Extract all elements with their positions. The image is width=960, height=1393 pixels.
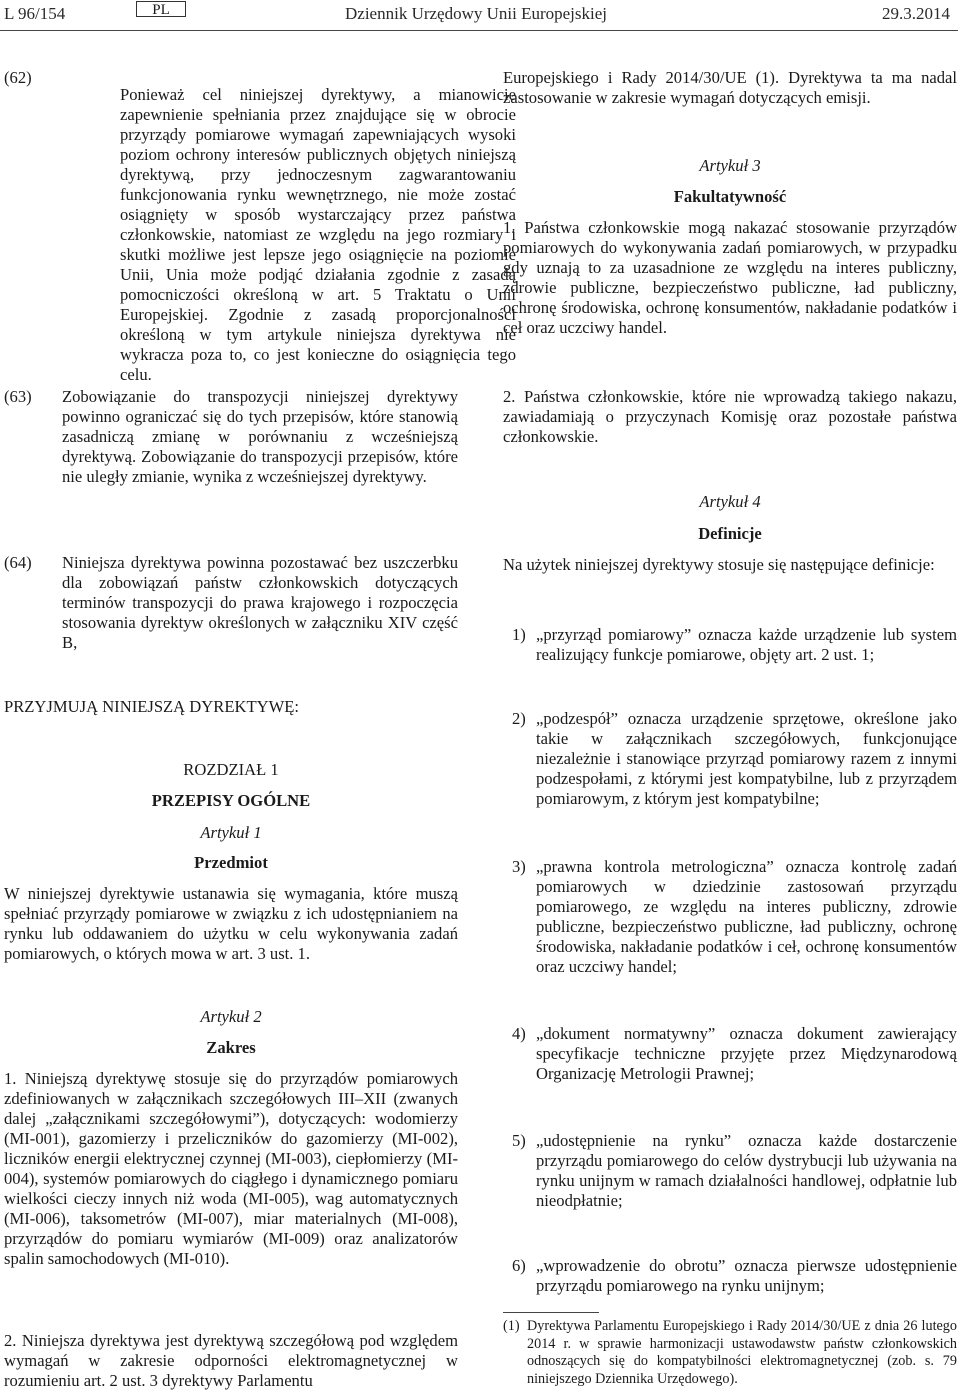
recital-number: (64) (4, 553, 32, 572)
definition-item (512, 625, 957, 665)
article-1-title: Przedmiot (194, 853, 268, 872)
definition-number: 2) (512, 709, 526, 728)
definition-text: „przyrząd pomiarowy” oznacza każde urządzenie lub system realizujący funkcje pomiarowe, objęty art. 2 ust. 1; (536, 625, 957, 664)
recital-63 (4, 387, 458, 487)
definition-item (512, 1131, 957, 1211)
recital-text: Ponieważ cel niniejszej dyrektywy, a mianowicie zapewnienie spełniania przez znajdujące się w obrocie przyrządy pomiarowe wymagań zapewniających wysoki poziom ochrony interesów publicznych objętych niniejszą dyrektywą, przy jednoczesnym zagwarantowaniu funkcjonowania rynku wewnętrznego, nie może zostać osiągnięty w sposób wystarczający przez państwa członkowskie, natomiast ze względu na jego rozmiary i skutki możliwe jest lepsze jego osiągnięcie na poziomie Unii, Unia może podjąć działania zgodnie z zasadą pomocniczości określoną w art. 5 Traktatu o Unii Europejskiej. Zgodnie z zasadą proporcjonalności określoną w tym artykule niniejsza dyrektywa nie wykracza poza to, co jest konieczne do osiągnięcia tego celu. (120, 84, 516, 384)
definition-number: 5) (512, 1131, 526, 1150)
definition-item (512, 1256, 957, 1296)
chapter-number: ROZDZIAŁ 1 (183, 760, 279, 779)
recital-number: (63) (4, 387, 32, 406)
journal-title: Dziennik Urzędowy Unii Europejskiej (345, 4, 608, 23)
footnote-rule (503, 1312, 599, 1313)
definition-number: 3) (512, 857, 526, 876)
definition-text: „dokument normatywny” oznacza dokument zawierający specyfikacje techniczne przyjęte przez Międzynarodową Organizację Metrologii Prawnej; (536, 1024, 957, 1083)
page-number: L 96/154 (4, 4, 66, 23)
recital-text: Niniejsza dyrektywa powinna pozostawać bez uszczerbku dla zobowiązań państw członkowskich dotyczących terminów transpozycji do prawa krajowego i rozpoczęcia stosowania dyrektyw określonych w załączniku XIV część B, (62, 553, 458, 652)
recital-text: Zobowiązanie do transpozycji niniejszej dyrektywy powinno ograniczać się do tych przepisów, które stanowią zasadniczą zmianę w porównaniu z wcześniejszą dyrektywą. Zobowiązanie do transpozycji przepisów, które nie uległy zmianie, wynika z wcześniejszej dyrektywy. (62, 387, 458, 486)
footnote-number: (1) (503, 1318, 520, 1334)
footnote (503, 1318, 957, 1388)
article-1-label: Artykuł 1 (200, 823, 262, 842)
adoption-formula: PRZYJMUJĄ NINIEJSZĄ DYREKTYWĘ: (4, 697, 299, 716)
article-1-text: W niniejszej dyrektywie ustanawia się wymagania, które muszą spełniać przyrządy pomiarowe w związku z ich udostępnianiem na rynku lub oddawaniem do użytku w celu wykonywania zadań pomiarowych, o których mowa w art. 3 ust. 1. (4, 884, 458, 963)
language-badge: PL (136, 1, 186, 17)
definition-text: „wprowadzenie do obrotu” oznacza pierwsze udostępnienie przyrządu pomiarowego na rynku unijnym; (536, 1256, 957, 1295)
definition-number: 1) (512, 625, 526, 644)
article-2-paragraph-2: 2. Niniejsza dyrektywa jest dyrektywą szczegółową pod względem wymagań w zakresie odporności elektromagnetycznej w rozumieniu art. 2 ust. 3 dyrektywy Parlamentu (4, 1331, 458, 1390)
definition-text: „udostępnienie na rynku” oznacza każde dostarczenie przyrządu pomiarowego do celów dystrybucji lub używania na rynku unijnym w ramach działalności handlowej, odpłatnie lub nieodpłatnie; (536, 1131, 957, 1210)
article-2-label: Artykuł 2 (200, 1007, 262, 1026)
continuation-text: Europejskiego i Rady 2014/30/UE (1). Dyrektywa ta ma nadal zastosowanie w zakresie wymagań dotyczących emisji. (503, 68, 957, 107)
issue-date: 29.3.2014 (882, 4, 950, 23)
recital-64 (4, 553, 458, 653)
article-3-label: Artykuł 3 (699, 156, 761, 175)
definition-number: 6) (512, 1256, 526, 1275)
recital-number: (62) (4, 68, 32, 87)
article-3-paragraph-1: 1. Państwa członkowskie mogą nakazać stosowanie przyrządów pomiarowych do wykonywania zadań pomiarowych, w przypadku gdy uznają to za uzasadnione ze względu na interes publiczny, zdrowie publiczne, bezpieczeństwo publiczne, ład publiczny, ochronę środowiska, ochronę konsumentów, nakładanie podatków i ceł oraz uczciwy handel. (503, 218, 957, 337)
article-2-paragraph-1: 1. Niniejszą dyrektywę stosuje się do przyrządów pomiarowych zdefiniowanych w załącznikach szczegółowych III–XII (zwanych dalej „załącznikami szczegółowymi”), dotyczących: wodomierzy (MI-001), gazomierzy i przeliczników do gazomierzy (MI-002), liczników energii elektrycznej czynnej (MI-003), ciepłomierzy (MI-004), systemów pomiarowych do ciągłego i dynamicznego pomiaru wielkości cieczy innych niż woda (MI-005), wag automatycznych (MI-006), taksometrów (MI-007), miar materialnych (MI-008), przyrządów do pomiaru wymiarów (MI-009) oraz analizatorów spalin samochodowych (MI-010). (4, 1069, 458, 1268)
article-3-paragraph-2: 2. Państwa członkowskie, które nie wprowadzą takiego nakazu, zawiadamiają o przyczynach Komisję oraz pozostałe państwa członkowskie. (503, 387, 957, 446)
recital-62 (4, 68, 516, 401)
article-4-intro: Na użytek niniejszej dyrektywy stosuje się następujące definicje: (503, 555, 935, 574)
definition-number: 4) (512, 1024, 526, 1043)
article-3-title: Fakultatywność (673, 187, 787, 206)
definition-item (512, 1024, 957, 1084)
definition-item (512, 857, 957, 977)
definition-item (512, 709, 957, 809)
header-rule (0, 30, 958, 31)
definition-text: „prawna kontrola metrologiczna” oznacza kontrolę zadań pomiarowych w dziedzinie zastosowań przyrządu pomiarowego, ze względu na interes publiczny, zdrowie publiczne, bezpieczeństwo publiczne, ład publiczny, ochronę środowiska, nakładanie podatków i ceł, ochronę konsumentów oraz uczciwy handel; (536, 857, 957, 976)
definition-text: „podzespół” oznacza urządzenie sprzętowe, określone jako takie w załącznikach szczegółowych, funkcjonujące niezależnie i stanowiące przyrząd pomiarowy razem z innymi podzespołami, z którymi jest kompatybilne, lub z przyrządem pomiarowym, z którym jest kompatybilne; (536, 709, 957, 808)
article-2-title: Zakres (206, 1038, 256, 1057)
chapter-title: PRZEPISY OGÓLNE (151, 791, 311, 810)
article-4-title: Definicje (698, 524, 762, 543)
article-4-label: Artykuł 4 (699, 492, 761, 511)
footnote-text: Dyrektywa Parlamentu Europejskiego i Rady 2014/30/UE z dnia 26 lutego 2014 r. w sprawie harmonizacji ustawodawstw państw członkowskich odnoszących się do kompatybilności elektromagnetycznej (zob. s. 79 niniejszego Dziennika Urzędowego). (527, 1318, 957, 1387)
